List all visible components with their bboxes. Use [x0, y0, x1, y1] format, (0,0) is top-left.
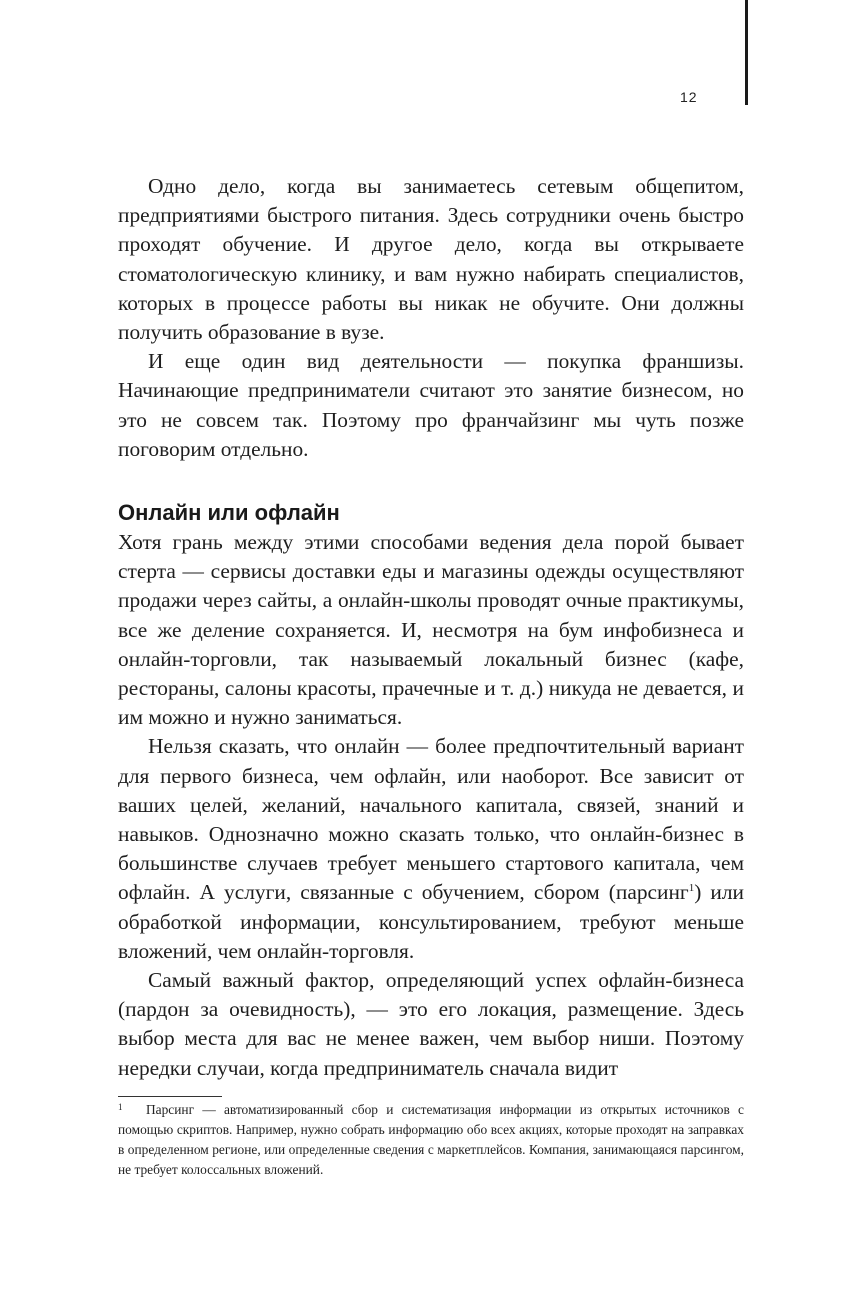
paragraph: Одно дело, когда вы занимаетесь сетевым общепитом, предприятиями быстрого питания. Здесь сотрудники очень быстро проходят обучение. И другое дело, когда вы открываете стоматологическую клинику, и вам нужно набирать специалистов, которых в процессе работы вы никак не обучите. Они должны получить образование в вузе. — [118, 174, 744, 345]
paragraph: Хотя грань между этими способами ведения дела порой бывает стерта — сервисы доставки еды и магазины одежды осуществляют продажи через сайты, а онлайн-школы проводят очные практикумы, все же деление сохраняется. И, несмотря на бум инфобизнеса и онлайн-торговли, так называемый локальный бизнес (кафе, рестораны, салоны красоты, прачечные и т. д.) никуда не девается, и им можно и нужно заниматься. — [118, 530, 744, 730]
footnote-divider — [118, 1096, 222, 1097]
section-heading: Онлайн или офлайн — [118, 500, 340, 526]
paragraph: Самый важный фактор, определяющий успех офлайн-бизнеса (пардон за очевидность), — это его локация, размещение. Здесь выбор места для вас не менее важен, чем выбор ниши. Поэтому нередки случаи, когда предприниматель сначала видит — [118, 968, 744, 1080]
footnote-reference[interactable]: 1 — [688, 882, 695, 895]
main-text — [118, 172, 744, 1083]
footnote — [118, 1100, 744, 1180]
paragraph-text: ) или обработкой информации, консультированием, требуют меньше вложений, чем онлайн-торговля. — [118, 880, 744, 963]
page-number: 12 — [680, 89, 698, 105]
page-edge-rule — [745, 0, 748, 105]
paragraph — [118, 732, 744, 966]
footnote-text: Парсинг — автоматизированный сбор и систематизация информации из открытых источников с помощью скриптов. Например, нужно собрать информацию обо всех акциях, которые проходят на заправках в определенном регионе, или определенные сведения с маркетплейсов. Компания, занимающаяся парсингом, не требует колоссальных вложений. — [118, 1102, 744, 1177]
paragraph-text: Нельзя сказать, что онлайн — более предпочтительный вариант для первого бизнеса, чем офлайн, или наоборот. Все зависит от ваших целей, желаний, начального капитала, связей, знаний и навыков. Однозначно можно сказать только, что онлайн-бизнес в большинстве случаев требует меньшего стартового капитала, чем офлайн. А услуги, связанные с обучением, сбором (парсинг — [118, 734, 744, 905]
paragraph: И еще один вид деятельности — покупка франшизы. Начинающие предприниматели считают это занятие бизнесом, но это не совсем так. Поэтому про франчайзинг мы чуть позже поговорим отдельно. — [118, 349, 744, 461]
footnote-marker: 1 — [118, 1102, 123, 1112]
